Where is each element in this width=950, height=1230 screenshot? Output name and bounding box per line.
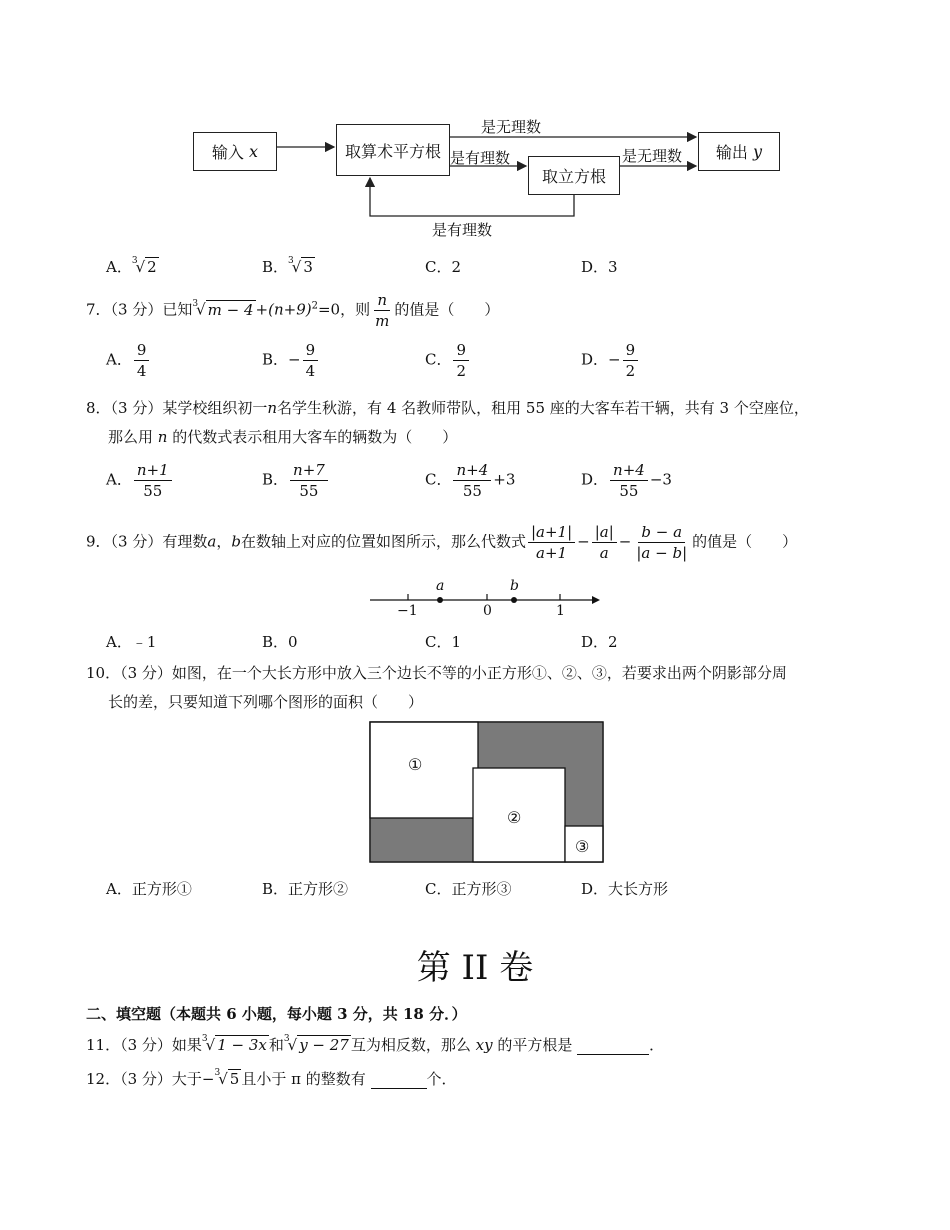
q6-option-a[interactable]: A．$^3$√ 2 <box>106 256 157 276</box>
q10-option-a[interactable]: A．正方形① <box>106 880 192 898</box>
section-title: 第 II 卷 <box>416 948 534 988</box>
square-1 <box>370 722 478 818</box>
input-box <box>193 132 277 171</box>
q9-option-a[interactable]: A．﹣1 <box>106 633 157 651</box>
label-irrational-top: 是无理数 <box>481 118 542 136</box>
q10-option-d[interactable]: D．大长方形 <box>581 880 669 898</box>
cbrt-box-label: 取立方根 <box>541 167 606 186</box>
q8-line2: 那么用 n 的代数式表示租用大客车的辆数为（ ） <box>108 428 458 446</box>
output-box <box>698 132 780 171</box>
cbrt-box <box>528 156 620 195</box>
output-label: 输出 <box>715 143 748 162</box>
input-label: 输入 <box>211 143 244 162</box>
square-3-label: ③ <box>575 837 590 856</box>
q9-stem: 9．（3 分）有理数a，b在数轴上对应的位置如图所示，那么代数式 $\frac{|a+1|}{a+1}$ − $\frac{|a|}{a}$ − $\frac{b - a}{|a - b|}$ 的值是（ ） <box>86 523 798 562</box>
rectangle-figure <box>368 720 606 866</box>
q10-line2: 长的差，只要知道下列哪个图形的面积（ ） <box>108 693 424 711</box>
point-b <box>511 597 517 603</box>
q6-option-b[interactable]: B．$^3$√ 3 <box>262 256 313 276</box>
q9-option-c[interactable]: C．1 <box>425 633 462 651</box>
point-a <box>437 597 443 603</box>
q7-option-a[interactable]: A． $\frac{9}{4}$ <box>106 340 151 381</box>
q11-answer-blank[interactable] <box>577 1036 649 1055</box>
q8-line1: 8．（3 分）某学校组织初一n名学生秋游，有 4 名教师带队，租用 55 座的大客车若干辆，共有 3 个空座位， <box>86 399 809 417</box>
shaded-region-bottom-left <box>370 818 473 862</box>
q8-option-c[interactable]: C． $\frac{n+4}{55}$ +3 <box>425 461 516 500</box>
flowchart-arrows <box>0 0 950 250</box>
q7-stem: 7．（3 分）已知$^3$√ $m - 4 +(n+9)^2=0$，则 $\frac{n}{m}$ 的值是（ ） <box>86 291 500 330</box>
q11-stem: 11．（3 分）如果$^3$√ 1 − 3x 和$^3$√ y − 27 互为相反数，那么 xy 的平方根是 ． <box>86 1034 665 1054</box>
point-a-label: a <box>436 578 445 594</box>
square-2-label: ② <box>507 808 522 827</box>
point-b-label: b <box>510 578 519 594</box>
tick-label-0: 0 <box>483 603 492 619</box>
q8-option-d[interactable]: D． $\frac{n+4}{55}$ −3 <box>581 461 672 500</box>
q6-option-d[interactable]: D．3 <box>581 258 618 276</box>
q8-option-b[interactable]: B． $\frac{n+7}{55}$ <box>262 460 330 501</box>
output-var: y <box>753 142 763 161</box>
sqrt-box <box>336 124 450 176</box>
tick-label-minus-1: −1 <box>397 603 418 619</box>
tick-label-1: 1 <box>556 603 565 619</box>
q12-answer-blank[interactable] <box>371 1070 427 1089</box>
q7-option-d[interactable]: D．− $\frac{9}{2}$ <box>581 340 640 381</box>
q9-option-b[interactable]: B．0 <box>262 633 298 651</box>
q9-option-d[interactable]: D．2 <box>581 633 618 651</box>
section2-heading: 二、填空题（本题共 6 小题，每小题 3 分，共 18 分．） <box>86 1005 467 1023</box>
q7-option-b[interactable]: B．− $\frac{9}{4}$ <box>262 340 320 381</box>
q7-option-c[interactable]: C． $\frac{9}{2}$ <box>425 340 471 381</box>
label-irrational-right: 是无理数 <box>622 147 683 165</box>
q6-option-c[interactable]: C．2 <box>425 258 462 276</box>
input-var: x <box>249 142 259 161</box>
label-rational-mid: 是有理数 <box>450 149 511 167</box>
q10-option-c[interactable]: C．正方形③ <box>425 880 512 898</box>
square-1-label: ① <box>408 755 423 774</box>
q12-stem: 12．（3 分）大于−$^3$√ 5 且小于 π 的整数有 个． <box>86 1068 457 1088</box>
q8-option-a[interactable]: A． $\frac{n+1}{55}$ <box>106 460 174 501</box>
sqrt-box-label: 取算术平方根 <box>344 141 441 161</box>
q10-line1: 10．（3 分）如图，在一个大长方形中放入三个边长不等的小正方形①、②、③，若要求出两个阴影部分周 <box>86 664 787 682</box>
label-rational-bottom: 是有理数 <box>432 221 493 239</box>
q10-option-b[interactable]: B．正方形② <box>262 880 349 898</box>
